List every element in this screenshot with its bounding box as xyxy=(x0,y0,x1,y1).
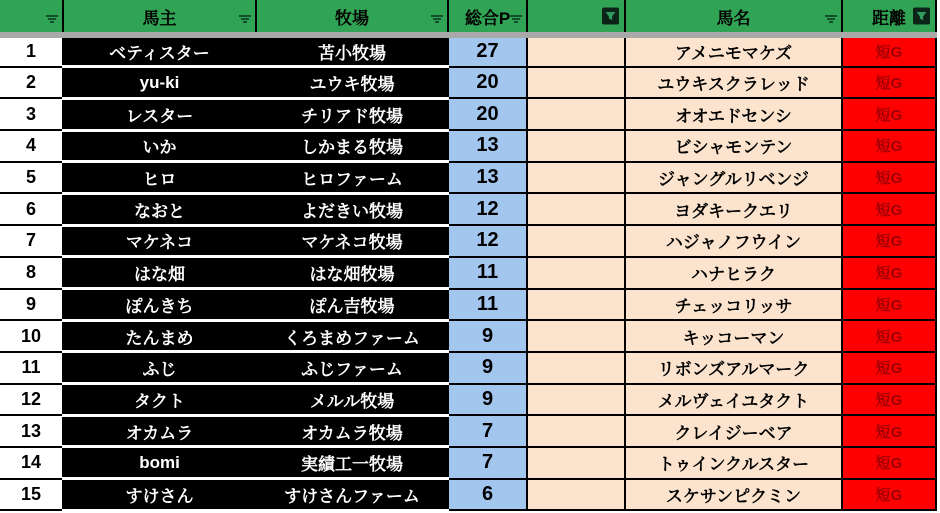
header-ranch[interactable] xyxy=(256,0,448,35)
funnel-glyph xyxy=(604,10,617,23)
header-rownum[interactable] xyxy=(0,0,63,35)
table-row xyxy=(0,352,936,384)
row-number-cell[interactable]: 6 xyxy=(0,193,63,225)
horse-name-cell[interactable]: オオエドセンシ xyxy=(625,98,842,130)
ranch-cell[interactable]: ユウキ牧場 xyxy=(256,67,448,99)
horse-name-cell[interactable]: ヨダキークエリ xyxy=(625,193,842,225)
ranch-cell[interactable]: ヒロファーム xyxy=(256,162,448,194)
ranch-cell[interactable]: 苫小牧場 xyxy=(256,35,448,67)
filter-funnel-icon[interactable] xyxy=(913,8,930,25)
filter-funnel-icon[interactable] xyxy=(602,8,619,25)
owner-cell[interactable]: いか xyxy=(63,130,256,162)
table-row xyxy=(0,130,936,162)
note-cell[interactable] xyxy=(527,352,625,384)
horse-name-cell[interactable]: メルヴェイユタクト xyxy=(625,384,842,416)
header-note[interactable] xyxy=(527,0,625,35)
horse-name-cell[interactable]: ハジャノフウイン xyxy=(625,225,842,257)
points-cell[interactable]: 12 xyxy=(448,193,527,225)
table-row xyxy=(0,98,936,130)
owner-cell[interactable]: ベティスター xyxy=(63,35,256,67)
ranch-cell[interactable]: マケネコ牧場 xyxy=(256,225,448,257)
horse-name-cell[interactable]: ビシャモンテン xyxy=(625,130,842,162)
owner-cell[interactable]: はな畑 xyxy=(63,257,256,289)
ranch-cell[interactable]: メルル牧場 xyxy=(256,384,448,416)
ranch-cell[interactable]: ぽん吉牧場 xyxy=(256,289,448,321)
header-distance-label: 距離 xyxy=(872,8,906,28)
owner-cell[interactable]: ヒロ xyxy=(63,162,256,194)
horse-name-cell[interactable]: ハナヒラク xyxy=(625,257,842,289)
row-number-cell[interactable]: 2 xyxy=(0,67,63,99)
table-row xyxy=(0,415,936,447)
note-cell[interactable] xyxy=(527,35,625,67)
header-distance[interactable] xyxy=(842,0,936,35)
table-row xyxy=(0,225,936,257)
table-row xyxy=(0,320,936,352)
header-ranch-label: 牧場 xyxy=(335,8,369,28)
points-cell[interactable]: 11 xyxy=(448,257,527,289)
distance-cell[interactable]: 短G xyxy=(842,384,936,416)
horse-name-cell[interactable]: トゥインクルスター xyxy=(625,447,842,479)
filter-menu-icon[interactable] xyxy=(824,13,838,25)
row-number-cell[interactable]: 3 xyxy=(0,98,63,130)
distance-cell[interactable]: 短G xyxy=(842,67,936,99)
horse-name-cell[interactable]: スケサンピクミン xyxy=(625,479,842,511)
distance-cell[interactable]: 短G xyxy=(842,479,936,511)
points-cell[interactable]: 9 xyxy=(448,320,527,352)
distance-cell[interactable]: 短G xyxy=(842,130,936,162)
table-row xyxy=(0,447,936,479)
note-cell[interactable] xyxy=(527,162,625,194)
note-cell[interactable] xyxy=(527,320,625,352)
owner-cell[interactable]: yu-ki xyxy=(63,67,256,99)
distance-cell[interactable]: 短G xyxy=(842,320,936,352)
owner-cell[interactable]: すけさん xyxy=(63,479,256,511)
table-row xyxy=(0,193,936,225)
horse-name-cell[interactable]: キッコーマン xyxy=(625,320,842,352)
ranch-cell[interactable]: くろまめファーム xyxy=(256,320,448,352)
ranch-cell[interactable]: はな畑牧場 xyxy=(256,257,448,289)
table-row xyxy=(0,289,936,321)
horse-name-cell[interactable]: アメニモマケズ xyxy=(625,35,842,67)
distance-cell[interactable]: 短G xyxy=(842,415,936,447)
note-cell[interactable] xyxy=(527,193,625,225)
row-number-cell[interactable]: 10 xyxy=(0,320,63,352)
distance-cell[interactable]: 短G xyxy=(842,98,936,130)
note-cell[interactable] xyxy=(527,415,625,447)
filter-menu-icon[interactable] xyxy=(509,13,523,25)
table-row xyxy=(0,384,936,416)
ranch-cell[interactable]: 実績工一牧場 xyxy=(256,447,448,479)
points-cell[interactable]: 6 xyxy=(448,479,527,511)
points-cell[interactable]: 20 xyxy=(448,67,527,99)
header-points-label: 総合P xyxy=(464,8,511,28)
horse-name-cell[interactable]: リボンズアルマーク xyxy=(625,352,842,384)
row-number-cell[interactable]: 4 xyxy=(0,130,63,162)
distance-cell[interactable]: 短G xyxy=(842,225,936,257)
points-cell[interactable]: 7 xyxy=(448,415,527,447)
row-number-cell[interactable]: 14 xyxy=(0,447,63,479)
distance-cell[interactable]: 短G xyxy=(842,162,936,194)
note-cell[interactable] xyxy=(527,447,625,479)
funnel-glyph xyxy=(915,10,928,23)
owner-cell[interactable]: ぽんきち xyxy=(63,289,256,321)
points-cell[interactable]: 11 xyxy=(448,289,527,321)
note-cell[interactable] xyxy=(527,257,625,289)
ranch-cell[interactable]: チリアド牧場 xyxy=(256,98,448,130)
row-number-cell[interactable]: 12 xyxy=(0,384,63,416)
ranch-cell[interactable]: オカムラ牧場 xyxy=(256,415,448,447)
ranch-cell[interactable]: よだきい牧場 xyxy=(256,193,448,225)
header-horse[interactable] xyxy=(625,0,842,35)
header-owner-label: 馬主 xyxy=(142,8,177,28)
points-cell[interactable]: 13 xyxy=(448,130,527,162)
filter-menu-icon[interactable] xyxy=(238,13,252,25)
distance-cell[interactable]: 短G xyxy=(842,289,936,321)
points-cell[interactable]: 9 xyxy=(448,384,527,416)
distance-cell[interactable]: 短G xyxy=(842,35,936,67)
distance-cell[interactable]: 短G xyxy=(842,193,936,225)
distance-cell[interactable]: 短G xyxy=(842,257,936,289)
owner-cell[interactable]: レスター xyxy=(63,98,256,130)
row-number-cell[interactable]: 8 xyxy=(0,257,63,289)
note-cell[interactable] xyxy=(527,289,625,321)
table-row xyxy=(0,257,936,289)
horse-name-cell[interactable]: クレイジーベア xyxy=(625,415,842,447)
owner-cell[interactable]: オカムラ xyxy=(63,415,256,447)
ranch-cell[interactable]: すけさんファーム xyxy=(256,479,448,511)
note-cell[interactable] xyxy=(527,479,625,511)
header-horse-label: 馬名 xyxy=(716,8,751,28)
row-number-cell[interactable]: 11 xyxy=(0,352,63,384)
points-cell[interactable]: 20 xyxy=(448,98,527,130)
points-cell[interactable]: 13 xyxy=(448,162,527,194)
note-cell[interactable] xyxy=(527,225,625,257)
owner-cell[interactable]: なおと xyxy=(63,193,256,225)
header-row xyxy=(0,0,936,35)
table-row xyxy=(0,67,936,99)
points-cell[interactable]: 27 xyxy=(448,35,527,67)
table-body xyxy=(0,35,936,510)
row-number-cell[interactable]: 5 xyxy=(0,162,63,194)
row-number-cell[interactable]: 13 xyxy=(0,415,63,447)
points-cell[interactable]: 7 xyxy=(448,447,527,479)
distance-cell[interactable]: 短G xyxy=(842,352,936,384)
row-number-cell[interactable]: 1 xyxy=(0,35,63,67)
note-cell[interactable] xyxy=(527,384,625,416)
header-owner[interactable] xyxy=(63,0,256,35)
note-cell[interactable] xyxy=(527,130,625,162)
owner-cell[interactable]: bomi xyxy=(63,447,256,479)
horse-name-cell[interactable]: ユウキスクラレッド xyxy=(625,67,842,99)
table-row xyxy=(0,35,936,67)
owner-cell[interactable]: たんまめ xyxy=(63,320,256,352)
owner-cell[interactable]: マケネコ xyxy=(63,225,256,257)
horse-name-cell[interactable]: チェッコリッサ xyxy=(625,289,842,321)
horse-name-cell[interactable]: ジャングルリベンジ xyxy=(625,162,842,194)
note-cell[interactable] xyxy=(527,67,625,99)
points-cell[interactable]: 9 xyxy=(448,352,527,384)
table-row xyxy=(0,479,936,511)
row-number-cell[interactable]: 9 xyxy=(0,289,63,321)
ranch-cell[interactable]: しかまる牧場 xyxy=(256,130,448,162)
filter-menu-icon[interactable] xyxy=(430,13,444,25)
row-number-cell[interactable]: 7 xyxy=(0,225,63,257)
ranch-cell[interactable]: ふじファーム xyxy=(256,352,448,384)
note-cell[interactable] xyxy=(527,98,625,130)
row-number-cell[interactable]: 15 xyxy=(0,479,63,511)
header-points[interactable] xyxy=(448,0,527,35)
distance-cell[interactable]: 短G xyxy=(842,447,936,479)
owner-cell[interactable]: タクト xyxy=(63,384,256,416)
points-cell[interactable]: 12 xyxy=(448,225,527,257)
filter-menu-icon[interactable] xyxy=(45,13,59,25)
owner-cell[interactable]: ふじ xyxy=(63,352,256,384)
table-row xyxy=(0,162,936,194)
